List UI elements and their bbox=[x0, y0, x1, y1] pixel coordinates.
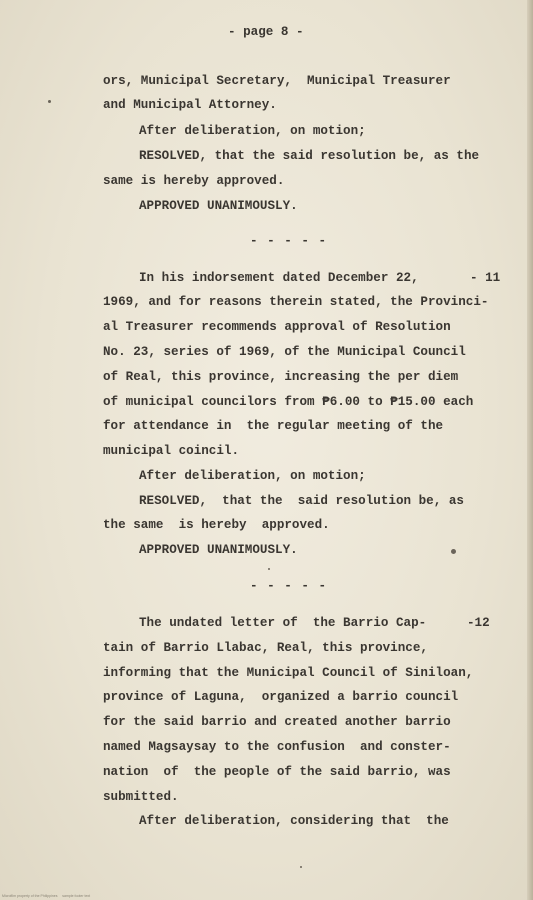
text-line: After deliberation, on motion; bbox=[139, 124, 366, 138]
text-line: nation of the people of the said barrio, was bbox=[103, 765, 451, 779]
text-line: for the said barrio and created another barrio bbox=[103, 715, 451, 729]
page-header: - page 8 - bbox=[228, 25, 304, 39]
text-line: same is hereby approved. bbox=[103, 174, 285, 188]
text-line: submitted. bbox=[103, 790, 179, 804]
text-line: 1969, and for reasons therein stated, the Provinci- bbox=[103, 295, 489, 309]
section-separator: - - - - - bbox=[250, 579, 328, 593]
text-line: The undated letter of the Barrio Cap- bbox=[139, 616, 427, 630]
text-line: No. 23, series of 1969, of the Municipal Council bbox=[103, 345, 466, 359]
page-edge-shadow bbox=[527, 0, 533, 900]
text-line: tain of Barrio Llabac, Real, this province, bbox=[103, 641, 428, 655]
paper-speck bbox=[268, 568, 270, 570]
text-line: In his indorsement dated December 22, bbox=[139, 271, 419, 285]
text-line: After deliberation, considering that the bbox=[139, 814, 449, 828]
text-line: and Municipal Attorney. bbox=[103, 98, 277, 112]
paper-speck bbox=[48, 100, 51, 103]
text-line: al Treasurer recommends approval of Resolution bbox=[103, 320, 451, 334]
microfilm-footer: Microfilm property of the Philippines sample footer text bbox=[2, 894, 91, 898]
text-line: informing that the Municipal Council of Siniloan, bbox=[103, 666, 474, 680]
item-number: -12 bbox=[467, 616, 490, 630]
text-line: named Magsaysay to the confusion and conster- bbox=[103, 740, 451, 754]
text-line: RESOLVED, that the said resolution be, as bbox=[139, 494, 464, 508]
text-line: of municipal councilors from ₱6.00 to ₱15.00 each bbox=[103, 395, 474, 409]
text-line: ors, Municipal Secretary, Municipal Treasurer bbox=[103, 74, 451, 88]
text-line: the same is hereby approved. bbox=[103, 518, 330, 532]
text-line: of Real, this province, increasing the per diem bbox=[103, 370, 459, 384]
text-line: municipal coincil. bbox=[103, 444, 240, 458]
section-separator: - - - - - bbox=[250, 234, 328, 248]
text-line: province of Laguna, organized a barrio council bbox=[103, 690, 459, 704]
text-line: After deliberation, on motion; bbox=[139, 469, 366, 483]
text-line: for attendance in the regular meeting of the bbox=[103, 419, 444, 433]
text-line: RESOLVED, that the said resolution be, as the bbox=[139, 149, 480, 163]
paper-speck bbox=[451, 549, 456, 554]
paper-speck bbox=[300, 866, 302, 868]
text-line: APPROVED UNANIMOUSLY. bbox=[139, 199, 298, 213]
item-number: - 11 bbox=[470, 271, 501, 285]
text-line: APPROVED UNANIMOUSLY. bbox=[139, 543, 298, 557]
